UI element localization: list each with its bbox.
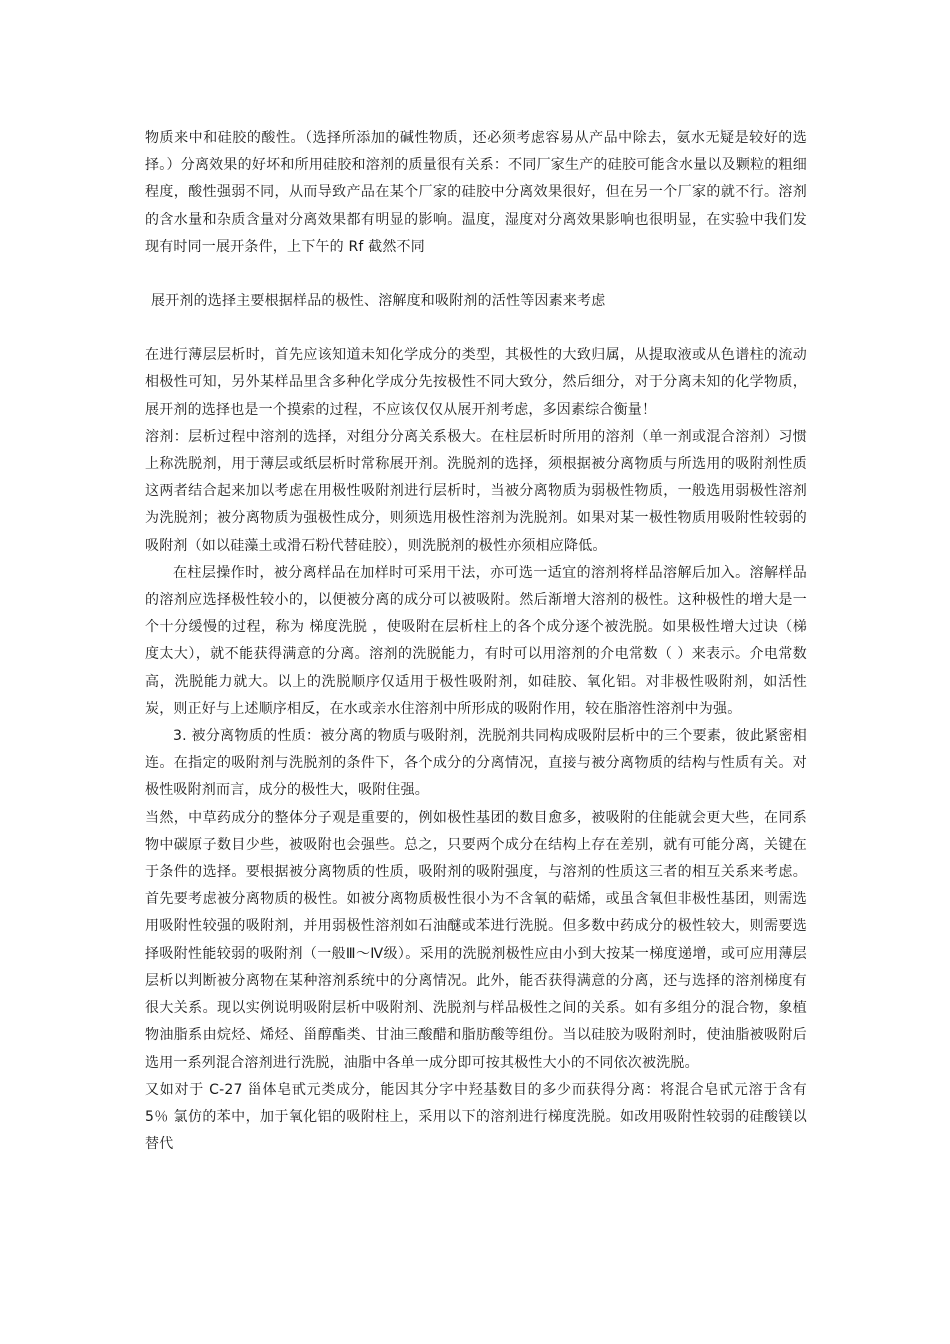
paragraph-steroid-example: 又如对于 C-27 甾体皂甙元类成分，能因其分字中羟基数目的多少而获得分离：将混合皂甙元溶于含有 5％ 氯仿的苯中，加于氧化铝的吸附柱上，采用以下的溶剂进行梯度洗脱。如改用吸附性较弱的硅酸镁以替代 xyxy=(145,1081,807,1153)
paragraph-tlc-approach: 在进行薄层层析时，首先应该知道未知化学成分的类型，其极性的大致归属，从提取液或从色谱柱的流动相极性可知，另外某样品里含多种化学成分先按极性不同大致分，然后细分，对于分离未知的化学物质，展开剂的选择也是一个摸索的过程，不应该仅仅从展开剂考虑，多因素综合衡量！ xyxy=(145,347,807,418)
paragraph-separated-substance-properties: 3. 被分离物质的性质：被分离的物质与吸附剂，洗脱剂共同构成吸附层析中的三个要素，彼此紧密相连。在指定的吸附剂与洗脱剂的条件下，各个成分的分离情况，直接与被分离物质的结构与性质有关。对极性吸附剂而言，成分的极性大，吸附住强。 xyxy=(145,728,807,799)
paragraph-silica-acidity: 物质来中和硅胶的酸性。（选择所添加的碱性物质，还必须考虑容易从产品中除去，氨水无疑是较好的选择。）分离效果的好坏和所用硅胶和溶剂的质量很有关系：不同厂家生产的硅胶可能含水量以及颗粒的粗细程度，酸性强弱不同，从而导致产品在某个厂家的硅胶中分离效果很好，但在另一个厂家的就不行。溶剂的含水量和杂质含量对分离效果都有明显的影响。温度，湿度对分离效果影响也很明显，在实验中我们发现有时同一展开条件，上下午的 Rf 截然不同 xyxy=(145,130,807,255)
document-body xyxy=(145,125,807,1158)
heading-text: 展开剂的选择主要根据样品的极性、溶解度和吸附剂的活性等因素来考虑 xyxy=(151,293,606,310)
paragraph-solvent: 溶剂：层析过程中溶剂的选择，对组分分离关系极大。在柱层析时所用的溶剂（单一剂或混合溶剂）习惯上称洗脱剂，用于薄层或纸层析时常称展开剂。洗脱剂的选择，须根据被分离物质与所选用的吸附剂性质这两者结合起来加以考虑在用极性吸附剂进行层析时，当被分离物质为弱极性物质，一般选用弱极性溶剂为洗脱剂；被分离物质为强极性成分，则须选用极性溶剂为洗脱剂。如果对某一极性物质用吸附性较弱的吸附剂（如以硅藻土或滑石粉代替硅胶），则洗脱剂的极性亦须相应降低。 xyxy=(145,428,807,554)
paragraph-polarity-discussion: 当然，中草药成分的整体分子观是重要的，例如极性基团的数目愈多，被吸附的住能就会更大些，在同系物中碳原子数目少些，被吸附也会强些。总之，只要两个成分在结构上存在差别，就有可能分离，关键在于条件的选择。要根据被分离物质的性质，吸附剂的吸附强度，与溶剂的性质这三者的相互关系来考虑。首先要考虑被分离物质的极性。如被分离物质极性很小为不含氧的萜烯，或虽含氧但非极性基团，则需选用吸附性较强的吸附剂，并用弱极性溶剂如石油醚或苯进行洗脱。但多数中药成分的极性较大，则需要选择吸附性能较弱的吸附剂（一般Ⅲ～Ⅳ级）。采用的洗脱剂极性应由小到大按某一梯度递增，或可应用薄层层析以判断被分离物在某种溶剂系统中的分离情况。此外，能否获得满意的分离，还与选择的溶剂梯度有很大关系。现以实例说明吸附层析中吸附剂、洗脱剂与样品极性之间的关系。如有多组分的混合物，象植物油脂系由烷烃、烯烃、甾醇酯类、甘油三酸醋和脂肪酸等组份。当以硅胶为吸附剂时，使油脂被吸附后选用一系列混合溶剂进行洗脱，油脂中各单一成分即可按其极性大小的不同依次被洗脱。 xyxy=(145,809,807,1071)
section-heading-developing-solvent xyxy=(145,288,807,315)
paragraph-column-operation: 在柱层操作时，被分离样品在加样时可采用干法，亦可选一适宜的溶剂将样品溶解后加入。溶解样品的溶剂应选择极性较小的，以便被分离的成分可以被吸附。然后渐增大溶剂的极性。这种极性的增大是一个十分缓慢的过程，称为 梯度洗脱 ，使吸附在层析柱上的各个成分逐个被洗脱。如果极性增大过诀（梯度太大），就不能获得满意的分离。溶剂的洗脱能力，有时可以用溶剂的介电常数（ ）来表示。介电常数高，洗脱能力就大。以上的洗脱顺序仅适用于极性吸附剂，如硅胶、氧化铝。对非极性吸附剂，如活性炭，则正好与上述顺序相反，在水或亲水住溶剂中所形成的吸附作用，较在脂溶性溶剂中为强。 xyxy=(145,564,807,717)
